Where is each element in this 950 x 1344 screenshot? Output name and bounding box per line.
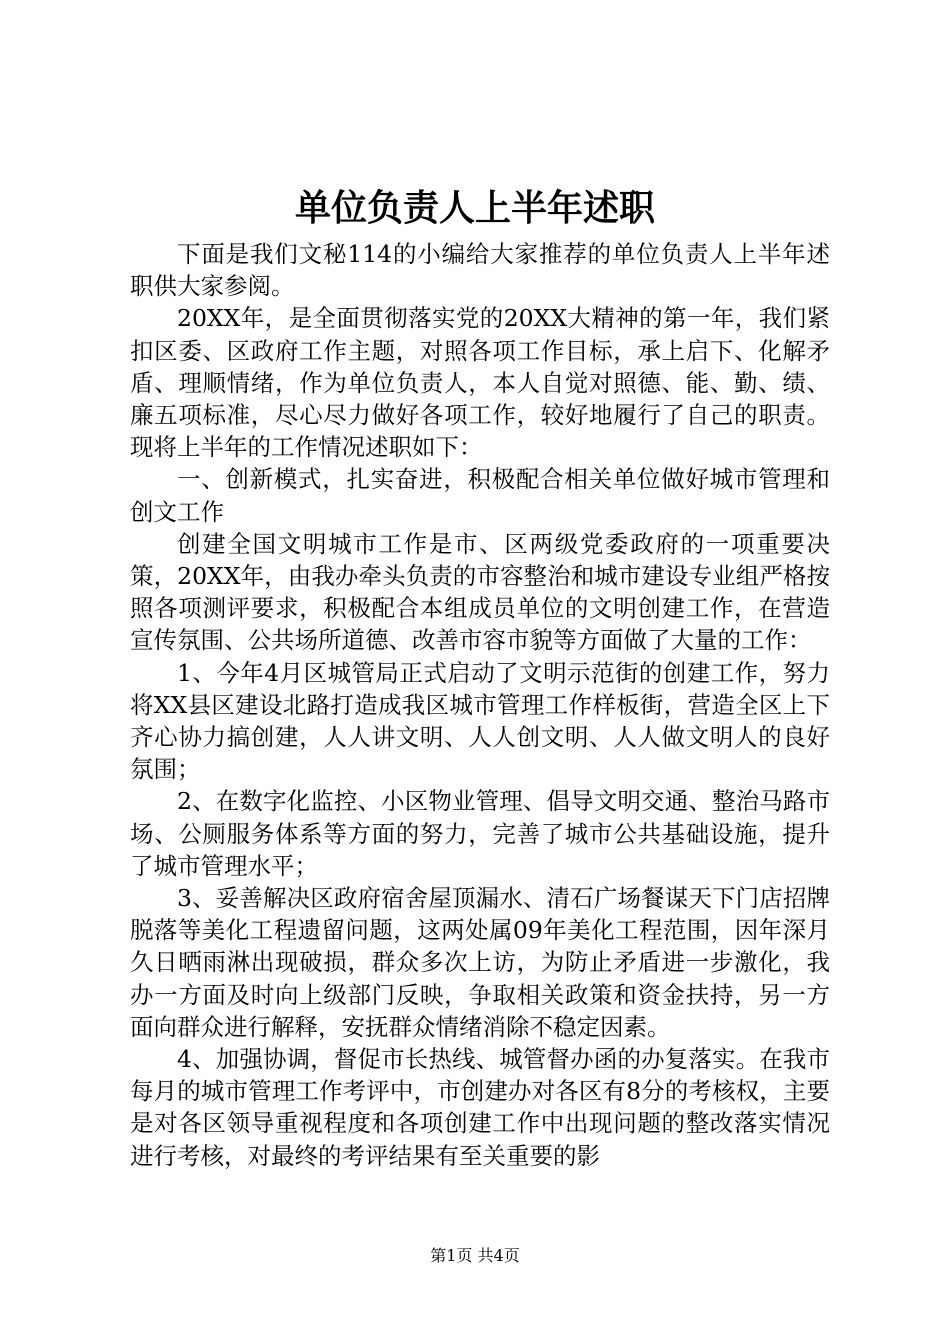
document-body <box>130 238 830 1172</box>
list-item-3: 3、妥善解决区政府宿舍屋顶漏水、清石广场餐谋天下门店招牌脱落等美化工程遗留问题，这两处属09年美化工程范围，因年深月久日晒雨淋出现破损，群众多次上访，为防止矛盾进一步激化，我办一方面及时向上级部门反映，争取相关政策和资金扶持，另一方面向群众进行解释，安抚群众情绪消除不稳定因素。 <box>130 884 830 1041</box>
paragraph-overview: 20XX年，是全面贯彻落实党的20XX大精神的第一年，我们紧扣区委、区政府工作主题，对照各项工作目标，承上启下、化解矛盾、理顺情绪，作为单位负责人，本人自觉对照德、能、勤、绩、廉五项标准，尽心尽力做好各项工作，较好地履行了自己的职责。现将上半年的工作情况述职如下： <box>130 304 830 462</box>
list-item-2: 2、在数字化监控、小区物业管理、倡导文明交通、整治马路市场、公厕服务体系等方面的努力，完善了城市公共基础设施，提升了城市管理水平； <box>130 787 830 880</box>
paragraph-civilization: 创建全国文明城市工作是市、区两级党委政府的一项重要决策，20XX年，由我办牵头负责的市容整治和城市建设专业组严格按照各项测评要求，积极配合本组成员单位的文明创建工作，在营造宣传氛围、公共场所道德、改善市容市貌等方面做了大量的工作： <box>130 529 830 655</box>
page-footer <box>0 1245 950 1267</box>
section-heading-1: 一、创新模式，扎实奋进，积极配合相关单位做好城市管理和创文工作 <box>130 465 830 526</box>
document-title: 单位负责人上半年述职 <box>294 188 655 229</box>
list-item-1: 1、今年4月区城管局正式启动了文明示范街的创建工作，努力将XX县区建设北路打造成我区城市管理工作样板街，营造全区上下齐心协力搞创建，人人讲文明、人人创文明、人人做文明人的良好氛围； <box>130 658 830 784</box>
page-total: 共4页 <box>477 1246 520 1265</box>
list-item-4: 4、加强协调，督促市长热线、城管督办函的办复落实。在我市每月的城市管理工作考评中，市创建办对各区有8分的考核权，主要是对各区领导重视程度和各项创建工作中出现问题的整改落实情况进行考核，对最终的考评结果有至关重要的影 <box>130 1045 830 1170</box>
paragraph-intro: 下面是我们文秘114的小编给大家推荐的单位负责人上半年述职供大家参阅。 <box>130 240 830 301</box>
page-number: 第1页 <box>430 1246 473 1265</box>
